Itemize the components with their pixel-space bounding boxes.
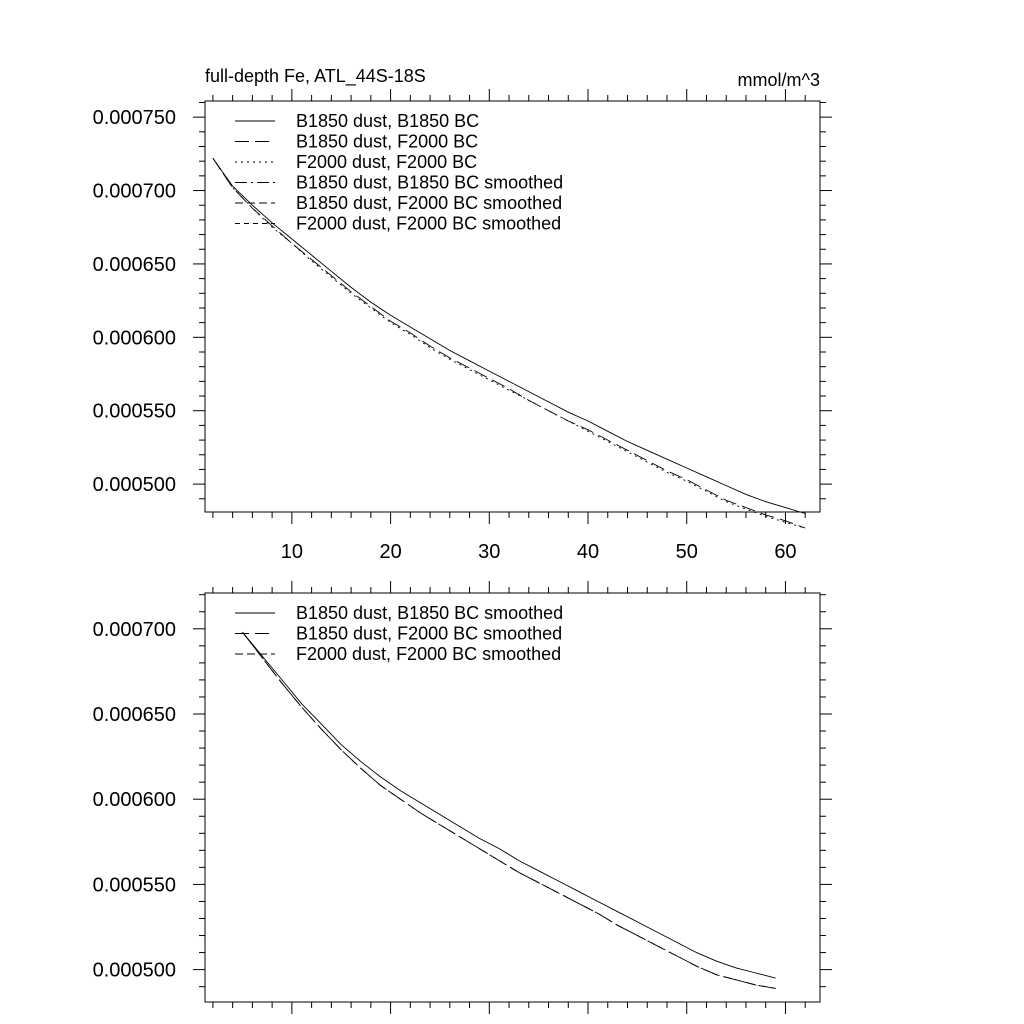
legend-label: B1850 dust, B1850 BC smoothed bbox=[296, 603, 564, 623]
x-tick-label: 30 bbox=[478, 541, 501, 563]
units-label: mmol/m^3 bbox=[737, 70, 820, 90]
legend-label: F2000 dust, F2000 BC smoothed bbox=[296, 644, 562, 664]
legend-label: B1850 dust, B1850 BC bbox=[296, 111, 480, 131]
y-tick-label: 0.000700 bbox=[92, 618, 176, 641]
x-tick-label: 60 bbox=[774, 541, 797, 563]
bottom-panel bbox=[93, 581, 832, 1014]
y-tick-label: 0.000750 bbox=[92, 107, 176, 130]
legend-label: B1850 dust, F2000 BC smoothed bbox=[296, 623, 563, 644]
legend-label: F2000 dust, F2000 BC smoothed bbox=[296, 213, 562, 234]
y-tick-label: 0.000500 bbox=[92, 474, 176, 497]
y-tick-label: 0.000600 bbox=[92, 789, 176, 812]
y-tick-label: 0.000650 bbox=[92, 253, 176, 276]
legend-label: B1850 dust, F2000 BC bbox=[296, 131, 479, 152]
top-panel bbox=[93, 66, 832, 563]
x-tick-label: 40 bbox=[576, 541, 600, 563]
legend-label: B1850 dust, F2000 BC smoothed bbox=[296, 193, 563, 213]
y-tick-label: 0.000600 bbox=[92, 327, 176, 350]
y-tick-label: 0.000700 bbox=[92, 180, 176, 203]
series-line bbox=[243, 632, 776, 988]
y-tick-label: 0.000500 bbox=[92, 959, 176, 982]
y-tick-label: 0.000550 bbox=[92, 400, 176, 423]
legend-label: F2000 dust, F2000 BC bbox=[296, 152, 478, 172]
x-tick-label: 20 bbox=[379, 541, 402, 563]
legend-label: B1850 dust, B1850 BC smoothed bbox=[296, 172, 564, 193]
x-tick-label: 50 bbox=[675, 541, 698, 563]
x-tick-label: 10 bbox=[280, 541, 303, 563]
series-line bbox=[243, 632, 776, 988]
series-line bbox=[243, 632, 776, 978]
chart-title: full-depth Fe, ATL_44S-18S bbox=[205, 66, 426, 86]
y-tick-label: 0.000550 bbox=[92, 874, 176, 897]
y-tick-label: 0.000650 bbox=[92, 703, 176, 726]
